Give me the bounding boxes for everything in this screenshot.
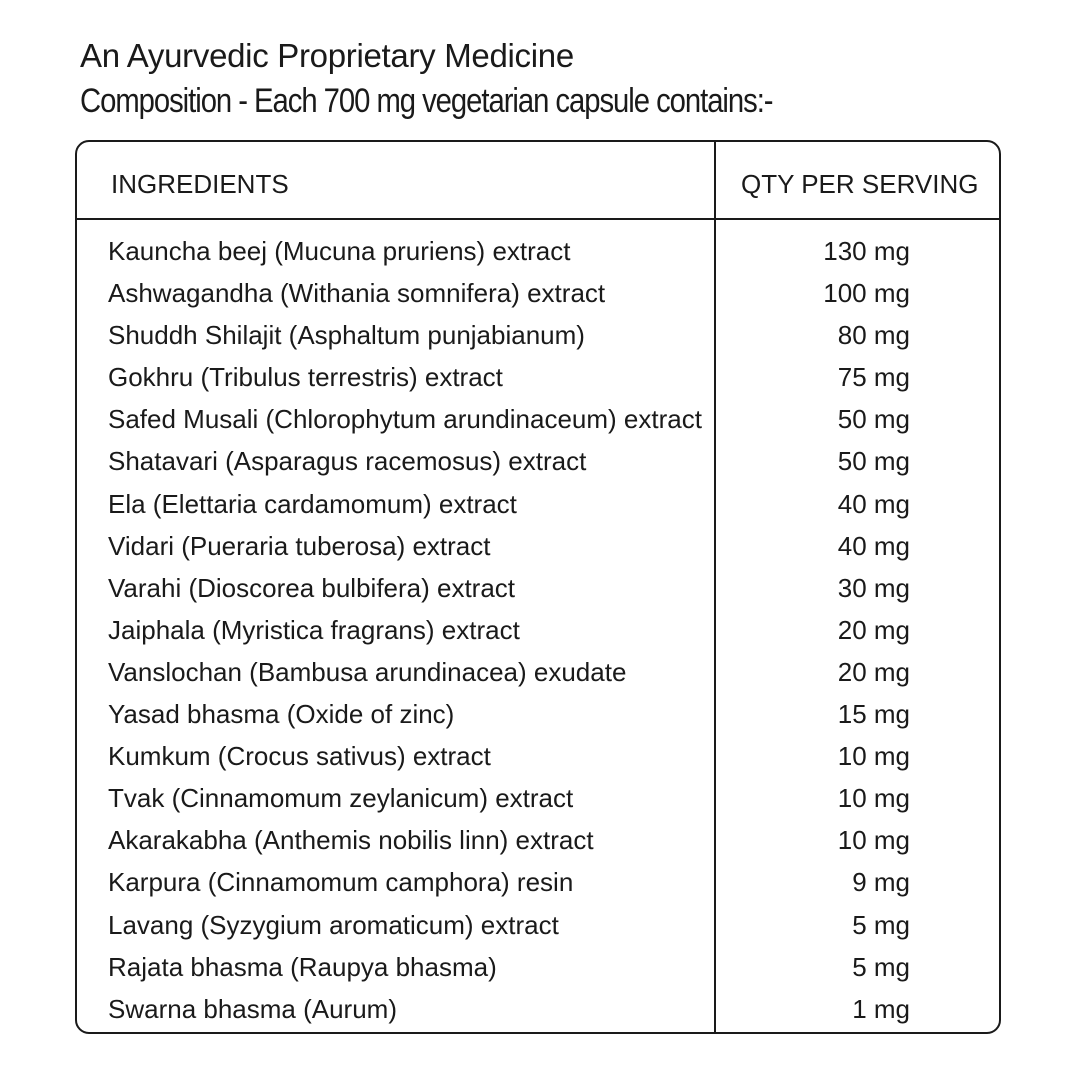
ingredient-qty: 40 mg: [837, 488, 910, 519]
table-row: [77, 356, 999, 398]
ingredient-name: Swarna bhasma (Aurum): [108, 993, 397, 1024]
ingredient-name: Karpura (Cinnamomum camphora) resin: [108, 867, 574, 898]
ingredient-qty: 1 mg: [852, 993, 910, 1024]
ingredient-qty: 130 mg: [823, 236, 910, 266]
table-row: [77, 988, 999, 1030]
table-row: [77, 693, 999, 735]
ingredient-name: Lavang (Syzygium aromaticum) extract: [108, 909, 559, 940]
table-row: [77, 272, 999, 314]
table-row: [77, 483, 999, 525]
ingredient-qty: 15 mg: [837, 699, 910, 730]
ingredient-qty: 20 mg: [837, 614, 910, 645]
ingredient-qty: 75 mg: [837, 362, 910, 393]
table-row: [77, 777, 999, 819]
table-row: [77, 398, 999, 440]
ingredient-qty: 5 mg: [852, 909, 910, 940]
table-row: [77, 904, 999, 946]
ingredient-qty: 100 mg: [823, 278, 910, 309]
table-row: [77, 735, 999, 777]
table-row: [77, 567, 999, 609]
table-row: [77, 609, 999, 651]
ingredient-name: Kumkum (Crocus sativus) extract: [108, 741, 491, 772]
ingredient-name: Shatavari (Asparagus racemosus) extract: [108, 446, 587, 477]
column-header-qty: QTY PER SERVING: [741, 169, 979, 199]
table-row: [77, 230, 999, 272]
composition-table: [75, 140, 1001, 1034]
table-body: [77, 230, 999, 1030]
ingredient-name: Yasad bhasma (Oxide of zinc): [108, 699, 455, 730]
table-row: [77, 440, 999, 482]
page-title: An Ayurvedic Proprietary Medicine: [80, 37, 574, 74]
table-row: [77, 525, 999, 567]
ingredient-name: Ashwagandha (Withania somnifera) extract: [108, 278, 606, 309]
column-header-ingredients: INGREDIENTS: [111, 169, 289, 199]
ingredient-qty: 50 mg: [837, 446, 910, 477]
ingredient-name: Kauncha beej (Mucuna pruriens) extract: [108, 236, 571, 266]
ingredient-name: Tvak (Cinnamomum zeylanicum) extract: [108, 783, 574, 814]
table-row: [77, 861, 999, 903]
table-row: [77, 819, 999, 861]
composition-subtitle: Composition - Each 700 mg vegetarian capsule contains:-: [80, 82, 773, 120]
ingredient-name: Rajata bhasma (Raupya bhasma): [108, 951, 497, 982]
ingredient-name: Varahi (Dioscorea bulbifera) extract: [108, 572, 516, 603]
ingredient-qty: 40 mg: [837, 530, 910, 561]
header-divider: [77, 218, 999, 220]
ingredient-qty: 10 mg: [837, 741, 910, 772]
ingredient-qty: 80 mg: [837, 320, 910, 351]
ingredient-name: Shuddh Shilajit (Asphaltum punjabianum): [108, 320, 585, 351]
table-row: [77, 946, 999, 988]
ingredient-qty: 30 mg: [837, 572, 910, 603]
ingredient-qty: 20 mg: [837, 656, 910, 687]
table-row: [77, 314, 999, 356]
ingredient-name: Safed Musali (Chlorophytum arundinaceum) extract: [108, 404, 702, 435]
ingredient-qty: 5 mg: [852, 951, 910, 982]
ingredient-name: Vanslochan (Bambusa arundinacea) exudate: [108, 656, 627, 687]
ingredient-name: Gokhru (Tribulus terrestris) extract: [108, 362, 503, 393]
ingredient-qty: 50 mg: [837, 404, 910, 435]
ingredient-name: Ela (Elettaria cardamomum) extract: [108, 488, 517, 519]
table-row: [77, 651, 999, 693]
ingredient-qty: 10 mg: [837, 783, 910, 814]
ingredient-name: Vidari (Pueraria tuberosa) extract: [108, 530, 491, 561]
ingredient-name: Jaiphala (Myristica fragrans) extract: [108, 614, 520, 645]
ingredient-name: Akarakabha (Anthemis nobilis linn) extract: [108, 825, 594, 856]
ingredient-qty: 9 mg: [852, 867, 910, 898]
ingredient-qty: 10 mg: [837, 825, 910, 856]
